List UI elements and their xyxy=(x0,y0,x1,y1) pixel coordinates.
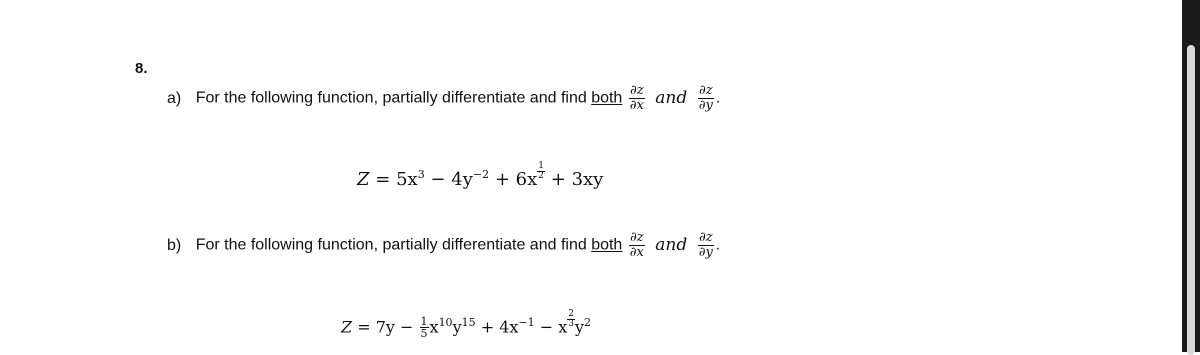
part-a-dzdy-fraction xyxy=(698,84,714,113)
fraction-denominator: ∂x xyxy=(629,245,644,260)
part-a-instruction xyxy=(167,84,720,113)
term-4-y-exponent: 2 xyxy=(584,316,592,329)
term-2-y-exponent: 15 xyxy=(461,316,476,329)
term-3: 6x xyxy=(515,169,538,190)
equals-sign: = xyxy=(357,317,371,337)
part-a-text: For the following function, partially differentiate and find xyxy=(195,89,587,107)
term-1: 5x xyxy=(396,169,418,190)
operator: − xyxy=(430,169,446,190)
equation-lhs: Z xyxy=(357,169,370,190)
fraction-numerator: ∂z xyxy=(630,83,644,98)
scrollbar-thumb[interactable] xyxy=(1187,45,1195,355)
fraction-numerator: ∂z xyxy=(630,230,644,245)
term-2-exponent: −2 xyxy=(472,168,490,181)
coefficient-denominator: 5 xyxy=(420,327,428,341)
operator: − xyxy=(400,317,414,337)
term-3: 4x xyxy=(499,317,519,337)
part-a-label: a) xyxy=(167,89,182,107)
part-b-dzdx-fraction xyxy=(629,231,645,260)
fraction-numerator: ∂z xyxy=(698,83,713,98)
term-1-exponent: 3 xyxy=(417,168,425,181)
fraction-numerator: ∂z xyxy=(698,230,713,245)
part-b-label: b) xyxy=(167,236,182,254)
part-a-dzdx-fraction xyxy=(629,84,645,113)
equals-sign: = xyxy=(375,169,391,190)
part-a-emphasis: both xyxy=(591,89,623,107)
operator: + xyxy=(550,169,566,190)
exponent-denominator: 2 xyxy=(538,171,544,181)
operator: + xyxy=(480,317,495,337)
term-4-x-exponent xyxy=(567,310,575,329)
part-a-equation xyxy=(357,162,603,190)
question-number: 8. xyxy=(135,60,148,77)
term-3-exponent xyxy=(537,162,545,181)
part-b-end: . xyxy=(715,236,721,254)
part-b-emphasis: both xyxy=(591,236,623,254)
operator: + xyxy=(494,169,510,190)
part-b-equation xyxy=(341,310,591,339)
fraction-denominator: ∂x xyxy=(629,98,644,113)
part-b-text: For the following function, partially differentiate and find xyxy=(195,236,587,254)
term-4-x: x xyxy=(558,317,568,337)
equation-lhs: Z xyxy=(341,317,353,337)
term-2-x-exponent: 10 xyxy=(438,316,453,329)
operator: − xyxy=(539,317,554,337)
exponent-numerator: 2 xyxy=(568,309,574,319)
term-4: 3xy xyxy=(571,169,604,190)
part-b-connector: and xyxy=(655,234,688,255)
vertical-scrollbar[interactable] xyxy=(1182,0,1200,352)
term-2-x: x xyxy=(429,317,439,337)
coefficient-numerator: 1 xyxy=(420,315,428,329)
term-4-y: y xyxy=(574,317,585,337)
fraction-denominator: ∂y xyxy=(698,245,713,260)
term-2: 4y xyxy=(451,169,473,190)
part-b-instruction xyxy=(167,231,720,260)
term-3-exponent: −1 xyxy=(518,316,535,329)
part-a-connector: and xyxy=(655,87,688,108)
part-b-dzdy-fraction xyxy=(698,231,714,260)
term-1: 7y xyxy=(375,317,395,337)
exponent-denominator: 3 xyxy=(568,319,574,329)
term-2-coefficient xyxy=(420,316,429,339)
term-2-y: y xyxy=(452,317,462,337)
fraction-denominator: ∂y xyxy=(698,98,713,113)
part-a-end: . xyxy=(715,89,721,107)
exponent-numerator: 1 xyxy=(538,161,544,171)
